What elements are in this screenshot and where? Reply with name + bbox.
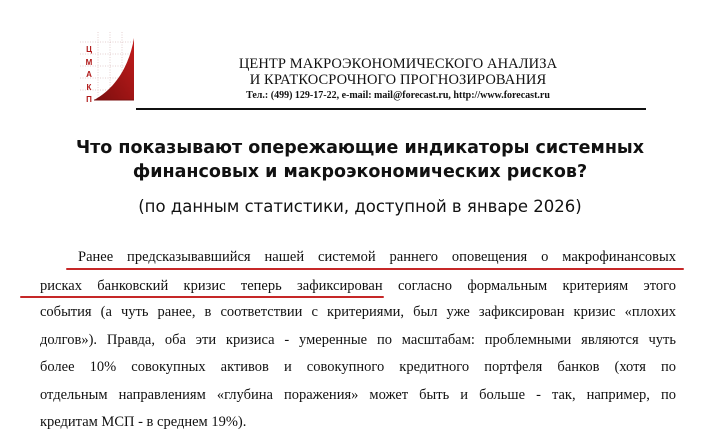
body-line: отдельным направлениям «глубина поражения» может быть и больше - так, например, по [40,387,676,403]
body-line: рисках банковский кризис теперь зафиксирован согласно формальным критериям этого [40,278,676,294]
body-line: кредитам МСП - в среднем 19%). [40,414,247,430]
logo-letter: П [86,95,92,104]
logo-letter: К [86,82,92,92]
highlight-underline [66,268,684,270]
logo-letter: Ц [86,45,92,54]
org-contacts: Тел.: (499) 129-17-22, e-mail: mail@forecast.ru, http://www.forecast.ru [246,90,550,101]
org-name-line1: ЦЕНТР МАКРОЭКОНОМИЧЕСКОГО АНАЛИЗА [238,56,558,72]
body-line: Ранее предсказывавшийся нашей системой раннего оповещения о макрофинансовых [78,249,676,265]
highlight-underline [20,296,384,298]
logo-letter: А [86,70,92,79]
document-subtitle: (по данным статистики, доступной в январе 2026) [138,197,582,216]
org-name-line2: И КРАТКОСРОЧНОГО ПРОГНОЗИРОВАНИЯ [249,72,547,88]
body-line: более 10% совокупных активов и совокупного кредитного портфеля банков (хотя по [40,359,676,375]
title-line1: Что показывают опережающие индикаторы системных [75,138,645,158]
title-line2: финансовых и макроэкономических рисков? [132,162,588,182]
body-line: долгов»). Правда, оба эти кризиса - умеренные по масштабам: проблемными являются чуть [40,332,676,348]
body-line: события (а чуть ранее, в соответствии с критериями, был уже зафиксирован кризис «плохих [40,304,676,320]
logo-letter: М [85,57,93,67]
